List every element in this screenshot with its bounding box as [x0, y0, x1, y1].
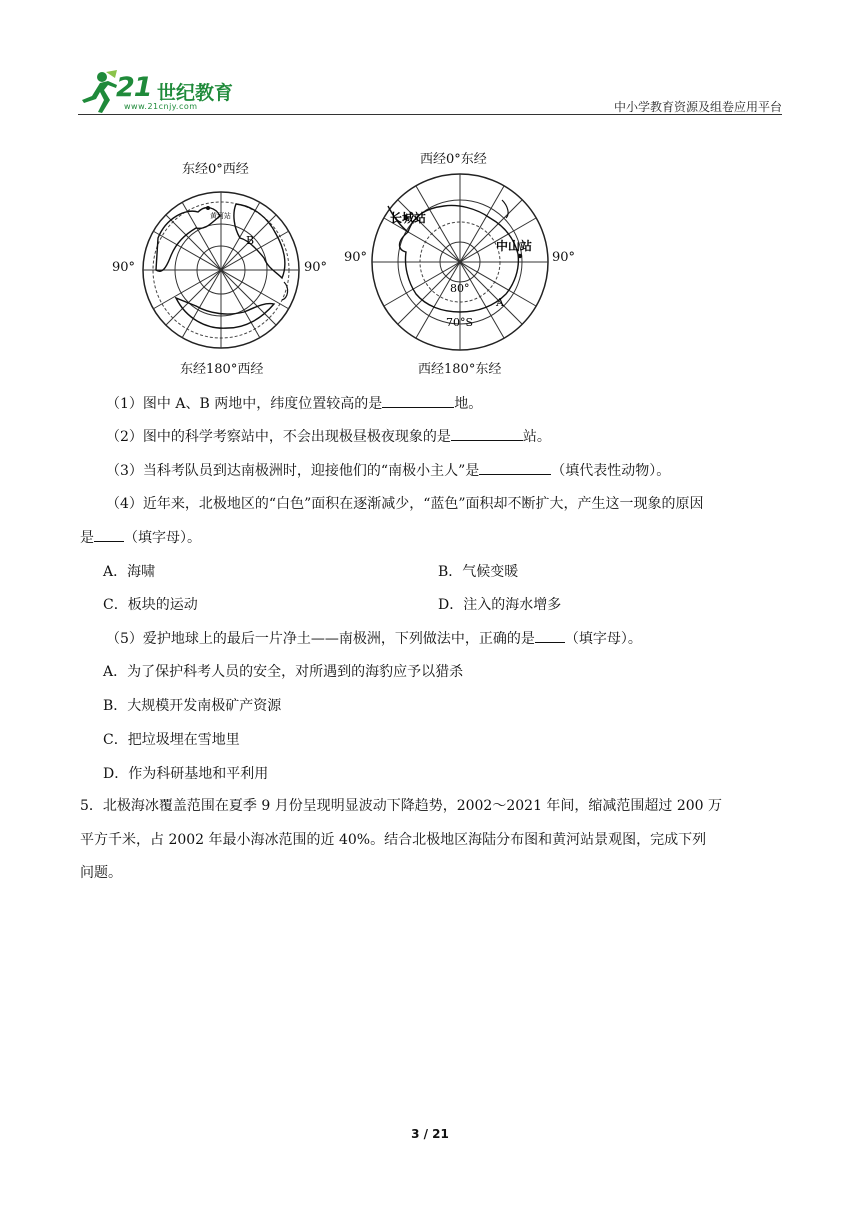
q4-option-a[interactable]: A．海啸	[103, 564, 156, 580]
problem-5-line-3: 问题。	[80, 865, 122, 881]
left-map-west-label: 90°	[112, 260, 136, 275]
arctic-map	[136, 178, 306, 358]
left-map-point: B	[246, 234, 255, 247]
platform-name: 中小学教育资源及组卷应用平台	[613, 100, 782, 114]
logo-text: 世纪教育	[157, 82, 234, 104]
question-4-line-2	[80, 527, 780, 548]
answer-blank-5[interactable]	[535, 628, 565, 643]
left-map-top-label: 东经0°西经	[182, 162, 249, 177]
logo-number: 21	[116, 72, 152, 103]
question-4-line-1: （4）近年来，北极地区的“白色”面积在逐渐减少，“蓝色”面积却不断扩大，产生这一现象的原因	[106, 496, 704, 512]
question-1-text: （1）图中 A、B 两地中，纬度位置较高的是	[106, 396, 383, 412]
antarctic-map	[368, 166, 554, 358]
q5-option-d[interactable]: D．作为科研基地和平利用	[103, 766, 269, 782]
question-3-text: （3）当科考队员到达南极洲时，迎接他们的“南极小主人”是	[106, 463, 480, 479]
q5-option-c[interactable]: C．把垃圾埋在雪地里	[103, 732, 240, 748]
question-5-text: （5）爱护地球上的最后一片净土——南极洲，下列做法中，正确的是	[106, 631, 535, 647]
page-header	[78, 70, 782, 116]
right-map-lat-70: 70°S	[446, 316, 474, 329]
question-4-text: 是	[80, 530, 94, 546]
site-logo[interactable]	[78, 70, 268, 116]
right-map-bottom-label: 西经180°东经	[418, 362, 502, 377]
q4-option-b[interactable]: B．气候变暖	[438, 564, 519, 580]
header-divider	[78, 114, 782, 115]
question-1	[106, 393, 806, 414]
q4-option-c[interactable]: C．板块的运动	[103, 597, 198, 613]
right-map-top-label: 西经0°东经	[420, 152, 487, 167]
answer-blank-4[interactable]	[94, 527, 124, 542]
question-1-tail: 地。	[454, 396, 483, 412]
answer-blank-2[interactable]	[451, 426, 523, 441]
right-map-lat-80: 80°	[450, 282, 470, 295]
right-map-station-changcheng: 长城站	[390, 211, 427, 225]
question-2-text: （2）图中的科学考察站中，不会出现极昼极夜现象的是	[106, 429, 451, 445]
question-2	[106, 426, 806, 447]
left-map-east-label: 90°	[304, 260, 328, 275]
answer-blank-3[interactable]	[479, 460, 551, 475]
question-3	[106, 460, 806, 481]
left-map-bottom-label: 东经180°西经	[180, 362, 264, 377]
question-2-tail: 站。	[522, 429, 551, 445]
question-5-tail: （填字母）。	[564, 631, 642, 647]
question-3-tail: （填代表性动物）。	[551, 463, 671, 479]
q4-option-d[interactable]: D．注入的海水增多	[438, 597, 562, 613]
left-map-station: 黄河站	[210, 212, 231, 220]
problem-5-line-2: 平方千米，占 2002 年最小海冰范围的近 40%。结合北极地区海陆分布图和黄河站景观图，完成下列	[80, 832, 707, 848]
q5-option-b[interactable]: B．大规模开发南极矿产资源	[103, 698, 282, 714]
answer-blank-1[interactable]	[382, 393, 454, 408]
right-map-east-label: 90°	[552, 250, 576, 265]
right-map-west-label: 90°	[344, 250, 368, 265]
right-map-station-zhongshan: 中山站	[496, 239, 533, 253]
polar-maps-figure	[108, 140, 588, 380]
q5-option-a[interactable]: A．为了保护科考人员的安全，对所遇到的海豹应予以猎杀	[103, 664, 464, 680]
right-map-point: A	[496, 296, 504, 309]
question-5	[106, 628, 806, 649]
logo-url: www.21cnjy.com	[124, 102, 198, 111]
runner-icon	[78, 70, 118, 114]
page-number: 3 / 21	[411, 1127, 449, 1141]
question-4-tail: （填字母）。	[124, 530, 201, 546]
problem-5-line-1: 5．北极海冰覆盖范围在夏季 9 月份呈现明显波动下降趋势，2002～2021 年间，缩减范围超过 200 万	[80, 798, 723, 814]
